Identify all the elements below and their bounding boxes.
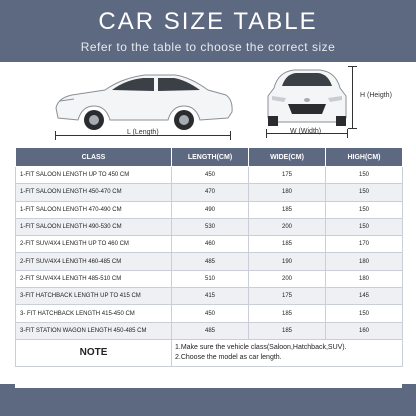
cell-length: 485	[172, 322, 249, 339]
table-row	[16, 270, 403, 287]
cell-height: 150	[326, 201, 403, 218]
length-label: L (Length)	[127, 129, 159, 136]
cell-height: 150	[326, 305, 403, 322]
size-table-container	[15, 147, 402, 367]
table-row	[16, 218, 403, 235]
cell-length: 530	[172, 218, 249, 235]
cell-class: 2-FIT SUV/4X4 LENGTH 485-510 CM	[16, 270, 172, 287]
table-row	[16, 236, 403, 253]
cell-width: 185	[249, 305, 326, 322]
header-banner	[0, 0, 416, 62]
car-side-view-illustration	[50, 68, 236, 132]
width-label: W (Width)	[290, 128, 322, 135]
size-table	[15, 147, 403, 367]
table-row	[16, 184, 403, 201]
cell-length: 490	[172, 201, 249, 218]
table-row	[16, 167, 403, 184]
cell-class: 2-FIT SUV/4X4 LENGTH UP TO 460 CM	[16, 236, 172, 253]
page-title: CAR SIZE TABLE	[98, 8, 318, 35]
footer-banner	[0, 384, 416, 416]
cell-width: 200	[249, 218, 326, 235]
height-dimension-line	[352, 66, 353, 128]
note-text	[172, 339, 403, 366]
cell-class: 3-FIT STATION WAGON LENGTH 450-485 CM	[16, 322, 172, 339]
width-tick-left	[266, 129, 267, 138]
column-header-class: CLASS	[16, 148, 172, 167]
cell-width: 175	[249, 167, 326, 184]
note-row	[16, 339, 403, 366]
cell-length: 510	[172, 270, 249, 287]
car-front-view-illustration	[264, 66, 350, 130]
note-label: NOTE	[16, 339, 172, 366]
length-tick-right	[230, 131, 231, 140]
column-header-length: LENGTH(CM)	[172, 148, 249, 167]
cell-height: 145	[326, 288, 403, 305]
cell-width: 190	[249, 253, 326, 270]
car-dimension-diagram	[0, 62, 416, 148]
column-header-width: WIDE(CM)	[249, 148, 326, 167]
cell-length: 460	[172, 236, 249, 253]
cell-height: 160	[326, 322, 403, 339]
length-tick-left	[55, 131, 56, 140]
table-header-row	[16, 148, 403, 167]
note-line-2: 2.Choose the model as car length.	[175, 353, 282, 361]
table-row	[16, 201, 403, 218]
cell-length: 415	[172, 288, 249, 305]
cell-width: 200	[249, 270, 326, 287]
page-subtitle: Refer to the table to choose the correct size	[80, 40, 336, 54]
cell-length: 450	[172, 167, 249, 184]
footer-divider	[15, 384, 402, 388]
cell-width: 180	[249, 184, 326, 201]
column-header-height: HIGH(CM)	[326, 148, 403, 167]
table-row	[16, 322, 403, 339]
cell-class: 1-FIT SALOON LENGTH UP TO 450 CM	[16, 167, 172, 184]
cell-height: 150	[326, 167, 403, 184]
table-row	[16, 253, 403, 270]
height-tick-top	[348, 66, 357, 67]
cell-class: 1-FIT SALOON LENGTH 470-490 CM	[16, 201, 172, 218]
table-row	[16, 305, 403, 322]
table-row	[16, 288, 403, 305]
height-tick-bottom	[348, 128, 357, 129]
cell-length: 450	[172, 305, 249, 322]
cell-length: 470	[172, 184, 249, 201]
cell-width: 175	[249, 288, 326, 305]
cell-class: 2-FIT SUV/4X4 LENGTH 460-485 CM	[16, 253, 172, 270]
cell-height: 180	[326, 270, 403, 287]
cell-height: 170	[326, 236, 403, 253]
cell-width: 185	[249, 201, 326, 218]
cell-height: 180	[326, 253, 403, 270]
cell-width: 185	[249, 322, 326, 339]
cell-class: 3-FIT HATCHBACK LENGTH UP TO 415 CM	[16, 288, 172, 305]
cell-height: 150	[326, 218, 403, 235]
note-line-1: 1.Make sure the vehicle class(Saloon,Hatchback,SUV).	[175, 343, 347, 351]
cell-class: 1-FIT SALOON LENGTH 450-470 CM	[16, 184, 172, 201]
cell-class: 1-FIT SALOON LENGTH 490-530 CM	[16, 218, 172, 235]
cell-class: 3- FIT HATCHBACK LENGTH 415-450 CM	[16, 305, 172, 322]
height-label: H (Heigth)	[360, 92, 392, 99]
cell-height: 150	[326, 184, 403, 201]
cell-width: 185	[249, 236, 326, 253]
width-tick-right	[347, 129, 348, 138]
cell-length: 485	[172, 253, 249, 270]
